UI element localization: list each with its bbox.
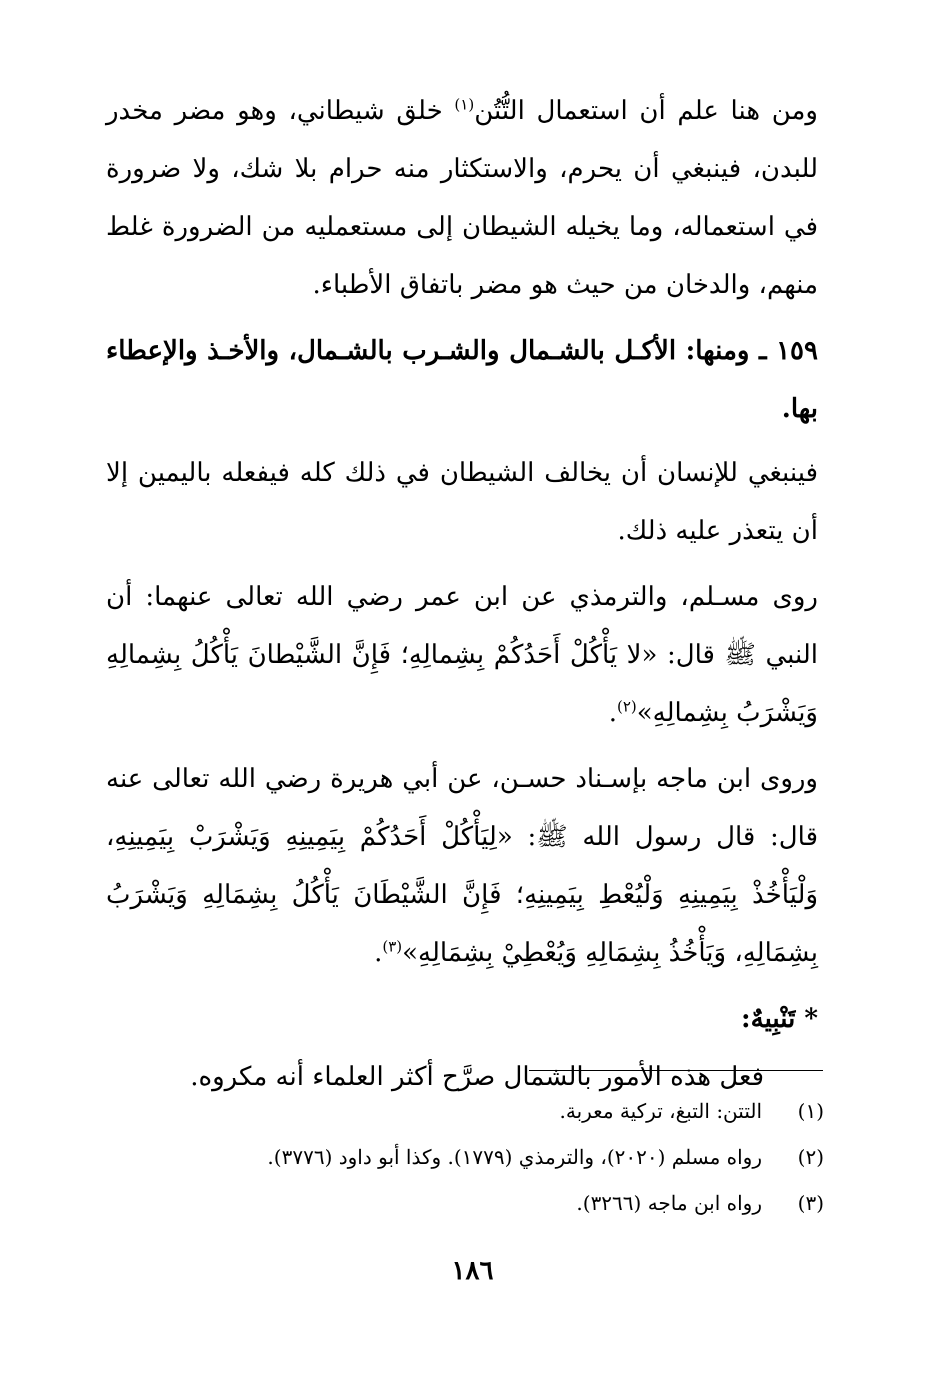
paragraph-text: روى مسـلم، والترمذي عن ابن عمر رضي الله تعالى عنهما: أن النبي ﷺ قال: bbox=[106, 582, 818, 670]
section-heading: ١٥٩ ـ ومنها: الأكـل بالشـمال والشـرب بالشـمال، والأخـذ والإعطاء بها. bbox=[106, 336, 818, 424]
paragraph-hadith-muslim bbox=[106, 568, 818, 742]
footnote-number: (١) bbox=[797, 1099, 824, 1123]
footnote-text: رواه ابن ماجه (٣٢٦٦). bbox=[576, 1191, 762, 1215]
paragraph-right-hand: فينبغي للإنسان أن يخالف الشيطان في ذلك كله فيفعله باليمين إلا أن يتعذر عليه ذلك. bbox=[106, 458, 818, 546]
hadith-quote: «لِيَأْكُلْ أَحَدُكُمْ بِيَمِينِهِ وَيَشْرَبْ بِيَمِينِهِ، وَلْيَأْخُذْ بِيَمِينِهِ وَلْيُعْطِ بِيَمِينِهِ؛ فَإِنَّ الشَّيْطَانَ يَأْكُلُ بِشِمَالِهِ وَيَشْرَبُ بِشِمَالِهِ، وَيَأْخُذُ بِشِمَالِهِ وَيُعْطِيْ بِشِمَالِهِ» bbox=[106, 822, 818, 968]
paragraph-text: خلق شيطاني، وهو مضر مخدر للبدن، فينبغي أن يحرم، والاستكثار منه حرام بلا شك، ولا ضرورة في استعماله، وما يخيله الشيطان إلى مستعمليه من الضرورة غلط منهم، والدخان من حيث هو مضر باتفاق الأطباء. bbox=[106, 96, 818, 300]
page-number: ١٨٦ bbox=[451, 1256, 494, 1286]
footnote-number: (٣) bbox=[797, 1191, 824, 1215]
note-text: فعل هذه الأمور بالشمال صرَّح أكثر العلماء أنه مكروه. bbox=[190, 1062, 764, 1092]
footnote-text: التتن: التبغ، تركية معربة. bbox=[559, 1099, 762, 1123]
footnote-item bbox=[106, 1088, 824, 1134]
paragraph-text: وروى ابن ماجه بإسـناد حسـن، عن أبي هريرة رضي الله تعالى عنه قال: قال رسول الله ﷺ: bbox=[106, 764, 818, 852]
paragraph-hadith-ibn-majah bbox=[106, 750, 818, 982]
footnote-item bbox=[106, 1180, 824, 1226]
paragraph-tobacco bbox=[106, 82, 818, 314]
paragraph-end: . bbox=[608, 698, 617, 728]
footnote-reference: (١) bbox=[454, 95, 475, 114]
footnote-reference: (٢) bbox=[616, 697, 637, 716]
footnote-text: رواه مسلم (٢٠٢٠)، والترمذي (١٧٧٩). وكذا أبو داود (٣٧٧٦). bbox=[267, 1145, 762, 1169]
note-label: * تَنْبِيهٌ: bbox=[741, 1004, 818, 1034]
main-text bbox=[106, 82, 818, 1106]
paragraph-text: ومن هنا علم أن استعمال التُّتُن bbox=[474, 96, 818, 126]
footnote-item bbox=[106, 1134, 824, 1180]
hadith-quote: «لا يَأْكُلْ أَحَدُكُمْ بِشِمالِهِ؛ فَإِنَّ الشَّيْطانَ يَأْكُلُ بِشِمالِهِ وَيَشْرَبُ بِشِمالِهِ» bbox=[106, 640, 818, 728]
footnote-number: (٢) bbox=[797, 1145, 824, 1169]
footnote-reference: (٣) bbox=[382, 937, 403, 956]
footnote-divider bbox=[529, 1070, 823, 1071]
paragraph-end: . bbox=[374, 938, 383, 968]
footnotes bbox=[106, 1088, 824, 1226]
